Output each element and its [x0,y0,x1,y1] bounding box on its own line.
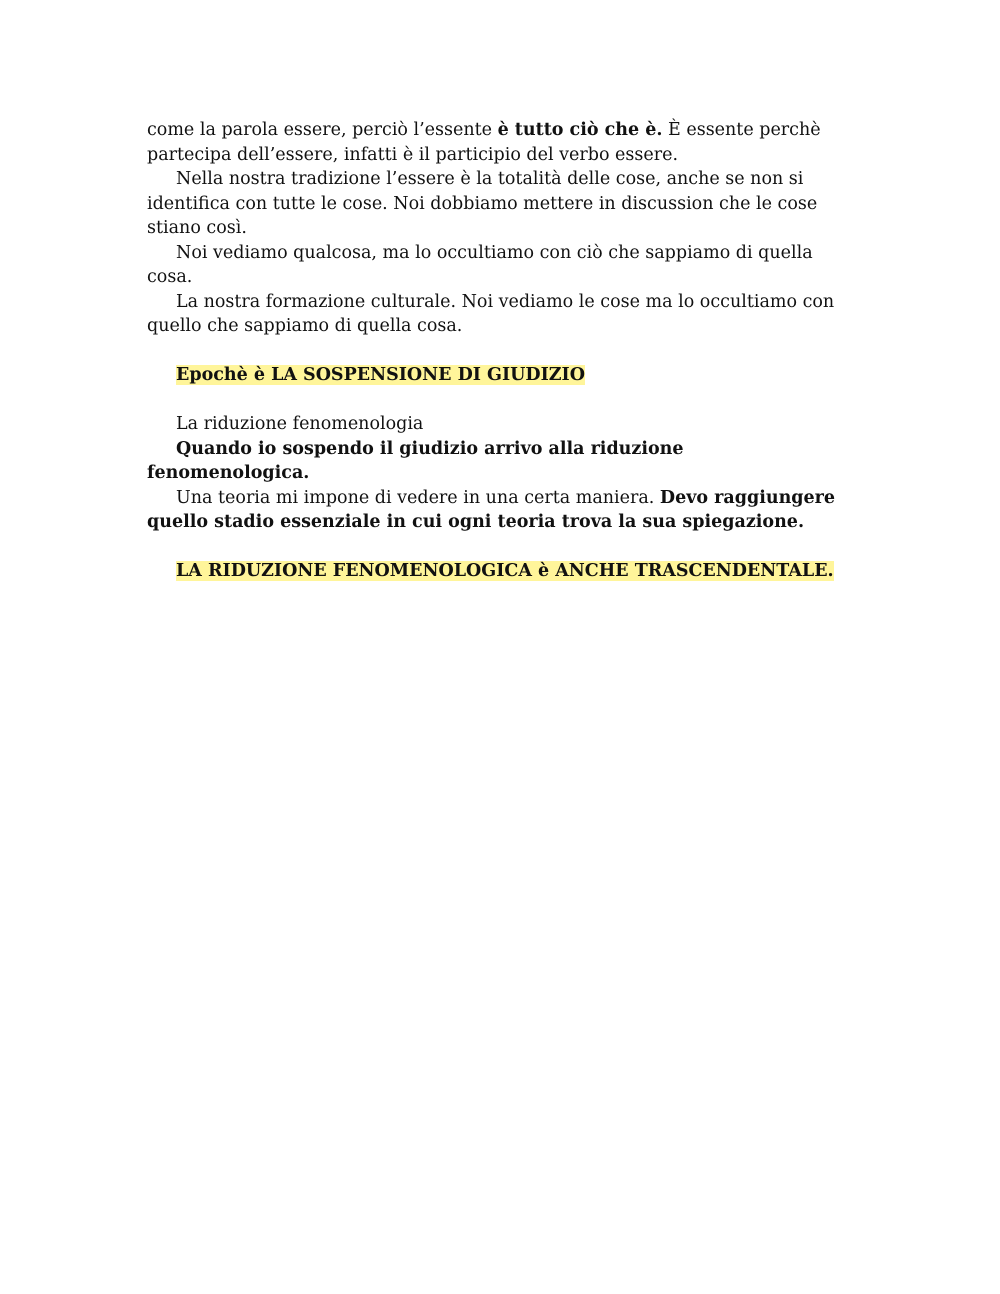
paragraph-formazione: La nostra formazione culturale. Noi vediamo le cose ma lo occultiamo con quello che sappiamo di quella cosa. [147,291,835,336]
document-page [147,118,847,584]
paragraph-vediamo: Noi vediamo qualcosa, ma lo occultiamo con ciò che sappiamo di quella cosa. [147,242,813,287]
paragraph-teoria-text: Una teoria mi impone di vedere in una certa maniera. [176,487,660,508]
paragraph-tradizione: Nella nostra tradizione l’essere è la totalità delle cose, anche se non si identifica con tutte le cose. Noi dobbiamo mettere in discussion che le cose stiano così. [147,169,818,238]
blank-line [147,339,847,364]
paragraph-riduzione-title: La riduzione fenomenologia [176,414,424,434]
paragraph-teoria [147,486,847,535]
paragraph-teoria-bold: Devo raggiungere quello stadio essenziale in cui ogni teoria trova la sua spiegazione. [147,487,836,532]
paragraph-sospendo: Quando io sospendo il giudizio arrivo alla riduzione fenomenologica. [147,438,684,483]
heading-epoche [147,363,847,388]
paragraph-essere-text-start: come la parola essere, perciò l’essente [147,120,498,140]
paragraph-essere-text-end: È essente perchè partecipa dell’essere, infatti è il participio del verbo essere. [147,120,821,165]
paragraph-essere [147,118,847,167]
paragraph-essere-bold: è tutto ciò che è. [497,120,663,140]
heading-epoche-highlight: Epochè è LA SOSPENSIONE DI GIUDIZIO [176,365,585,385]
heading-trascendentale [147,559,847,584]
blank-line [147,535,847,560]
blank-line [147,388,847,413]
heading-trascendentale-highlight: LA RIDUZIONE FENOMENOLOGICA è ANCHE TRASCENDENTALE. [176,561,834,581]
